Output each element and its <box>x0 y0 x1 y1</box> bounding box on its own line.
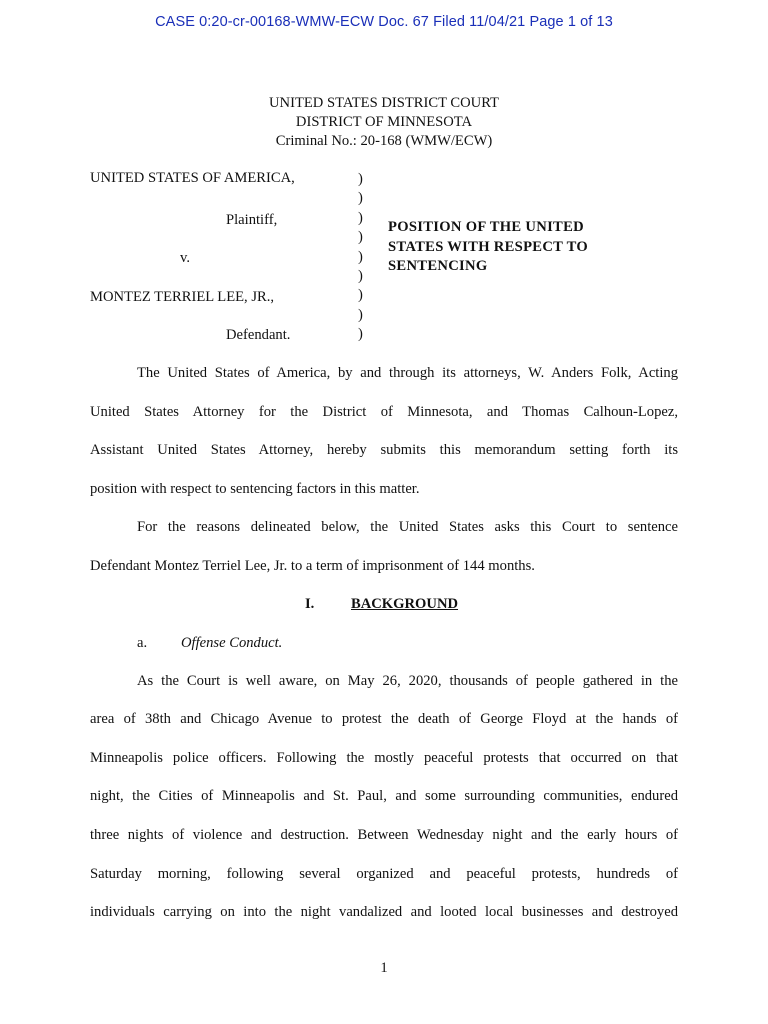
subsection-title: Offense Conduct. <box>181 635 283 651</box>
caption-paren: ) <box>358 190 363 207</box>
caption-parens-column <box>358 170 363 345</box>
paragraph-line: The United States of America, by and through its attorneys, W. Anders Folk, Acting <box>137 365 678 381</box>
caption-paren: ) <box>358 267 363 284</box>
section-number: I. <box>305 596 315 612</box>
paragraph-line: United States Attorney for the District of Minnesota, and Thomas Calhoun-Lopez, <box>90 404 678 420</box>
paragraph-line: individuals carrying on into the night vandalized and looted local businesses and destroyed <box>90 904 678 920</box>
paragraph-line: Saturday morning, following several organized and peaceful protests, hundreds of <box>90 866 678 882</box>
caption-paren: ) <box>358 209 363 226</box>
paragraph-line: area of 38th and Chicago Avenue to protest the death of George Floyd at the hands of <box>90 711 678 727</box>
paragraph-line: As the Court is well aware, on May 26, 2020, thousands of people gathered in the <box>137 673 678 689</box>
caption-paren: ) <box>358 171 363 187</box>
document-title-line: STATES WITH RESPECT TO <box>388 238 589 255</box>
caption-paren: ) <box>358 306 363 323</box>
versus-label: v. <box>180 250 190 266</box>
caption-paren: ) <box>358 326 363 343</box>
document-title <box>388 218 628 277</box>
plaintiff-name: UNITED STATES OF AMERICA, <box>90 170 295 186</box>
paragraph-line: For the reasons delineated below, the United States asks this Court to sentence <box>137 519 678 535</box>
paragraph-line: Minneapolis police officers. Following the mostly peaceful protests that occurred on that <box>90 750 678 766</box>
court-block <box>0 94 768 151</box>
section-title: BACKGROUND <box>351 596 459 612</box>
paragraph-line: night, the Cities of Minneapolis and St. Paul, and some surrounding communities, endured <box>90 788 678 804</box>
subsection-letter: a. <box>137 635 148 651</box>
document-title-line: POSITION OF THE UNITED <box>388 219 584 235</box>
paragraph-line: Assistant United States Attorney, hereby submits this memorandum setting forth its <box>90 442 678 458</box>
case-number: Criminal No.: 20-168 (WMW/ECW) <box>275 133 493 149</box>
caption-paren: ) <box>358 229 363 246</box>
paragraph-line: three nights of violence and destruction. Between Wednesday night and the early hours of <box>90 827 678 843</box>
ecf-filing-header: CASE 0:20-cr-00168-WMW-ECW Doc. 67 Filed 11/04/21 Page 1 of 13 <box>155 14 613 30</box>
page-number: 1 <box>380 960 388 976</box>
paragraph-line: Defendant Montez Terriel Lee, Jr. to a term of imprisonment of 144 months. <box>90 558 535 574</box>
paragraph-line: position with respect to sentencing factors in this matter. <box>90 481 420 497</box>
caption-paren: ) <box>358 248 363 265</box>
court-district: DISTRICT OF MINNESOTA <box>295 114 473 130</box>
defendant-role: Defendant. <box>226 327 291 343</box>
court-name: UNITED STATES DISTRICT COURT <box>269 95 499 111</box>
document-title-line: SENTENCING <box>388 258 488 274</box>
caption-paren: ) <box>358 287 363 304</box>
defendant-name: MONTEZ TERRIEL LEE, JR., <box>90 289 275 305</box>
plaintiff-role: Plaintiff, <box>226 212 278 228</box>
subsection-heading <box>137 635 283 652</box>
